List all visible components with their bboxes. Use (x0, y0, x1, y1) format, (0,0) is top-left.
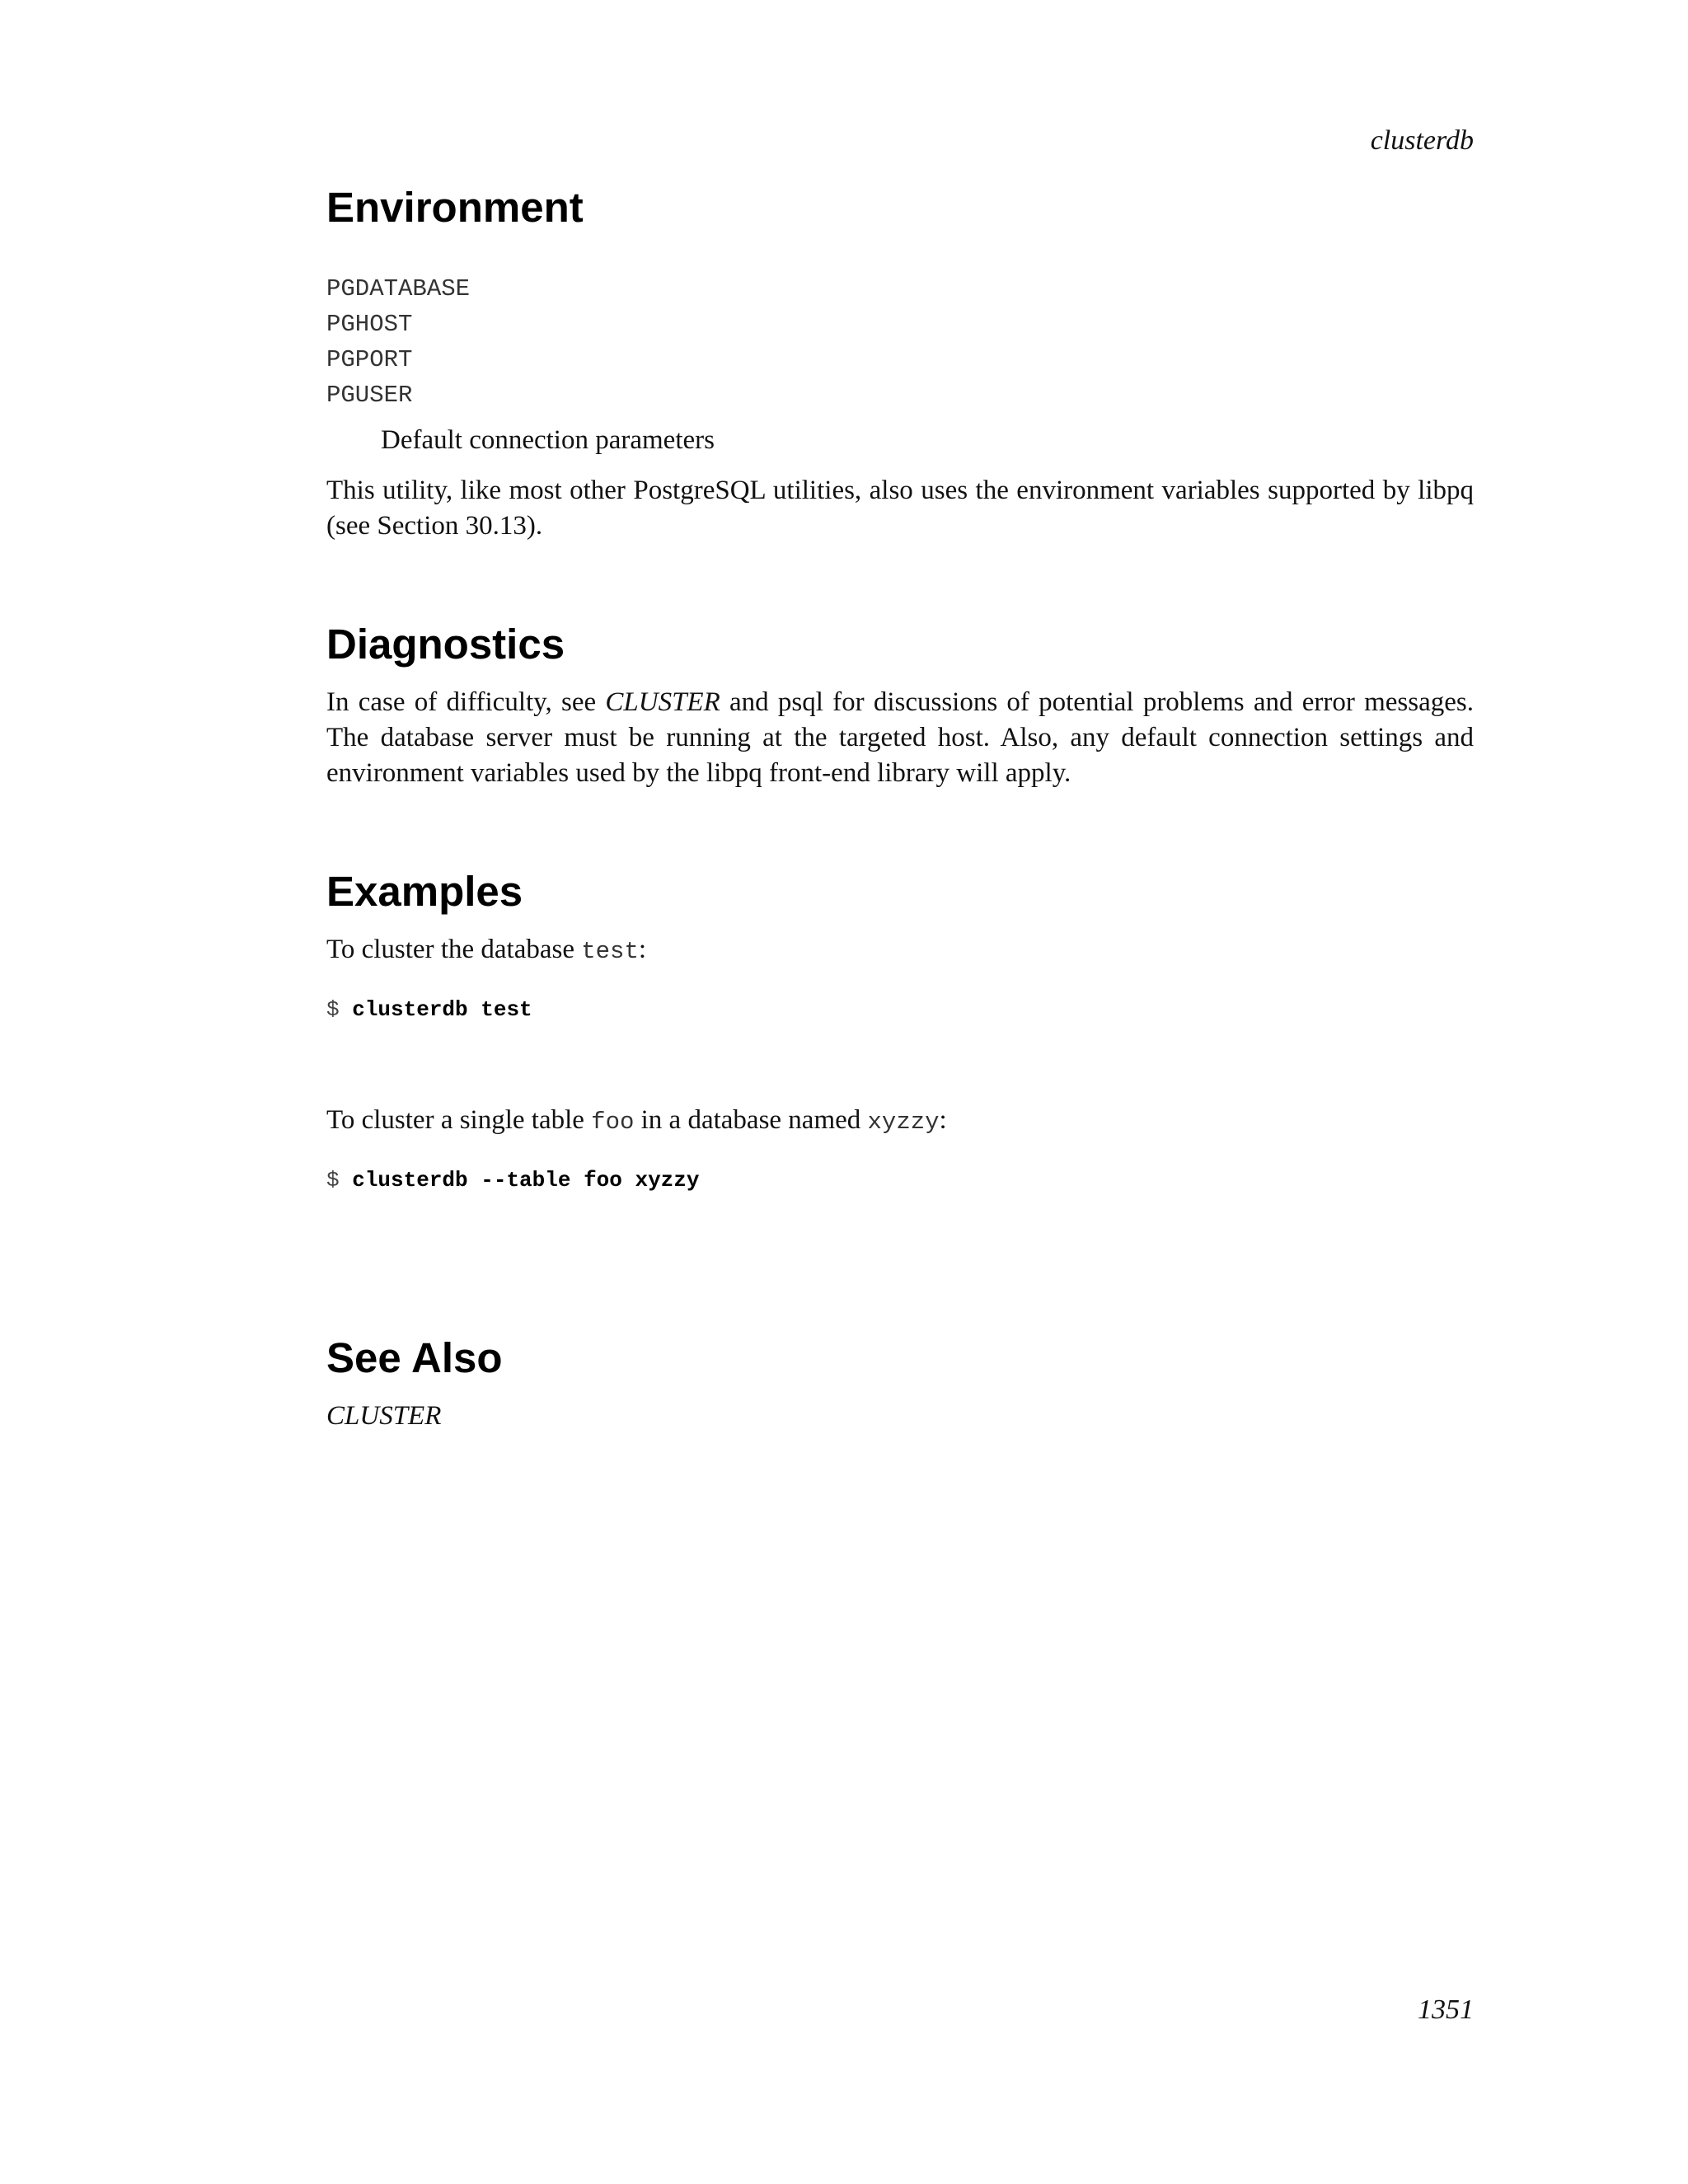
diagnostics-text-suffix: and psql for discussions of potential problems and error messages. The database server must be running at the targeted host. Also, any default connection settings and environment variables used by the libpq front-end library will apply. (326, 687, 1474, 788)
example2-description (326, 1103, 947, 1140)
example2-code-a: foo (591, 1108, 635, 1136)
example1-description (326, 932, 646, 969)
diagnostics-paragraph (326, 685, 1474, 791)
running-head: clusterdb (1370, 125, 1474, 156)
environment-heading: Environment (326, 184, 584, 231)
env-var-pguser: PGUSER (326, 382, 413, 409)
env-var-pgport: PGPORT (326, 346, 413, 373)
see-also-entry (326, 1399, 441, 1434)
diagnostics-cluster-link[interactable]: CLUSTER (605, 687, 720, 717)
env-var-pghost: PGHOST (326, 311, 413, 338)
examples-heading: Examples (326, 868, 523, 915)
diagnostics-text-prefix: In case of difficulty, see (326, 687, 606, 717)
env-vars-description: Default connection parameters (381, 425, 715, 455)
example2-code-b: xyzzy (867, 1108, 940, 1136)
example1-end: : (638, 935, 647, 964)
example1-command: clusterdb test (352, 997, 532, 1022)
diagnostics-heading: Diagnostics (326, 621, 565, 668)
example1-command-line (326, 997, 532, 1022)
example1-text: To cluster the database (326, 935, 582, 964)
env-var-pgdatabase: PGDATABASE (326, 275, 471, 302)
example2-command-line (326, 1168, 700, 1193)
example1-prompt: $ (326, 997, 353, 1022)
environment-paragraph: This utility, like most other PostgreSQL utilities, also uses the environment variables supported by libpq (see Section 30.13). (326, 476, 1474, 541)
see-also-heading: See Also (326, 1334, 503, 1381)
example2-text-b: in a database named (634, 1105, 868, 1135)
example1-code: test (581, 938, 639, 965)
example2-command: clusterdb --table foo xyzzy (352, 1168, 700, 1193)
example2-prompt: $ (326, 1168, 353, 1193)
example2-end: : (939, 1105, 947, 1135)
example2-text-a: To cluster a single table (326, 1105, 592, 1135)
see-also-cluster-link[interactable]: CLUSTER (326, 1401, 442, 1431)
page-number: 1351 (1418, 1994, 1474, 2025)
